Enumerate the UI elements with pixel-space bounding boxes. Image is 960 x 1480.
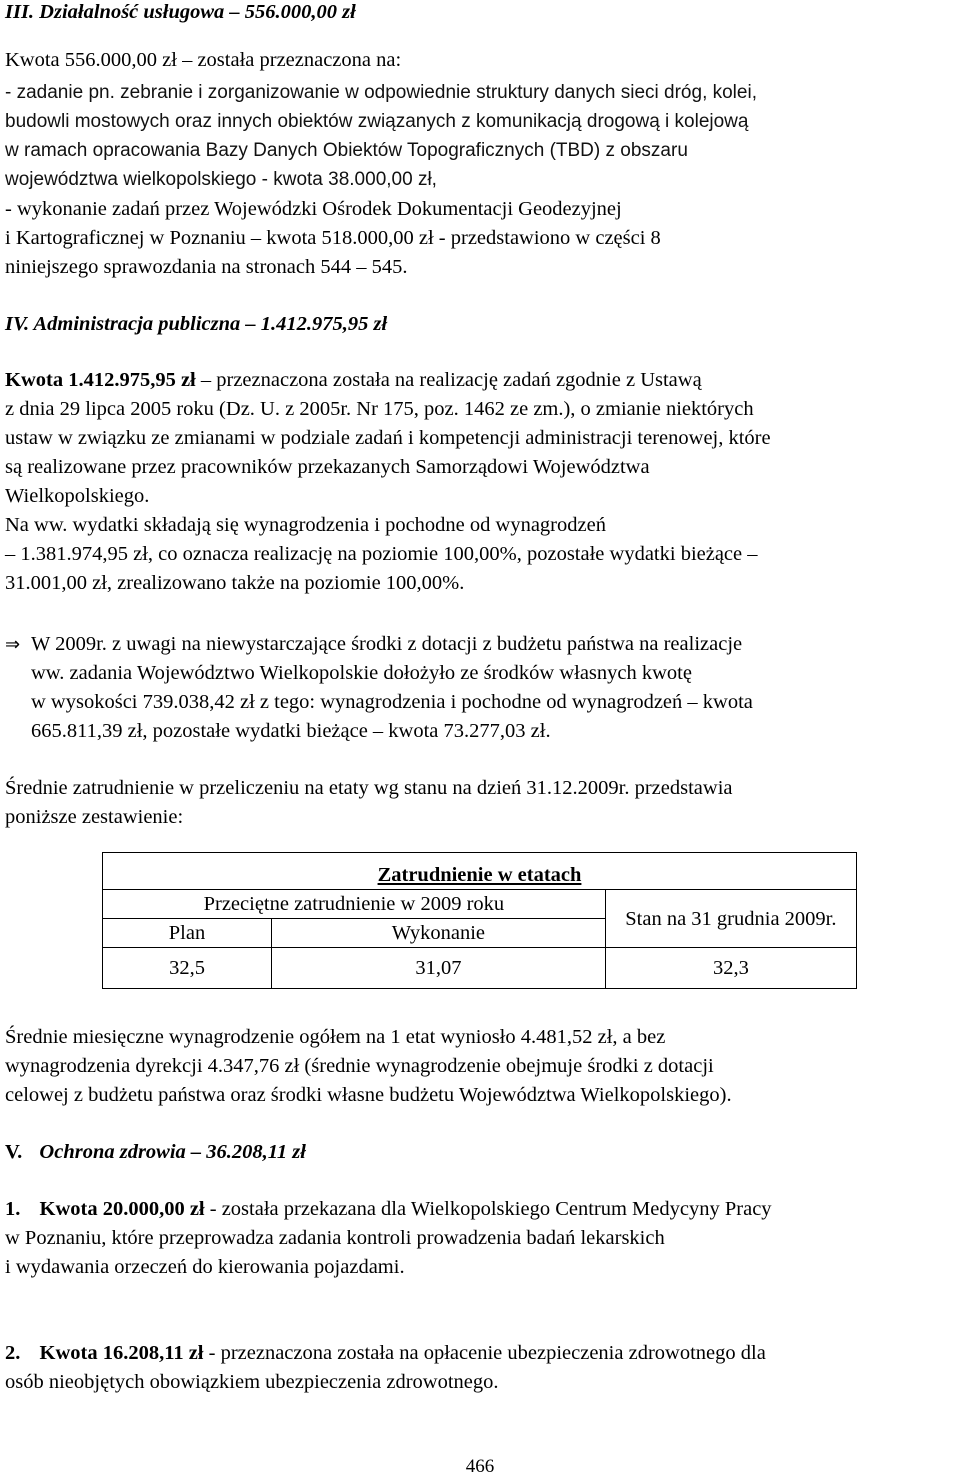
s5-item-1-line-2: w Poznaniu, które przeprowadza zadania kontroli prowadzenia badań lekarskich bbox=[5, 1227, 665, 1249]
table-plan-header: Plan bbox=[103, 919, 272, 948]
s3-line-3: budowli mostowych oraz innych obiektów związanych z komunikacją drogową i kolejową bbox=[5, 111, 749, 132]
table-state-header: Stan na 31 grudnia 2009r. bbox=[605, 890, 856, 948]
s5-item-1-line-3: i wydawania orzeczeń do kierowania pojazdami. bbox=[5, 1256, 405, 1278]
section-3-heading: III. Działalność usługowa – 556.000,00 zł bbox=[5, 1, 356, 23]
s5-item-2-amount: Kwota 16.208,11 zł bbox=[39, 1342, 204, 1364]
s5-item-2-line-1 bbox=[5, 1341, 766, 1365]
s3-line-8: niniejszego sprawozdania na stronach 544 – 545. bbox=[5, 256, 408, 278]
employment-table bbox=[102, 852, 857, 989]
section-5-title: Ochrona zdrowia – 36.208,11 zł bbox=[39, 1141, 306, 1163]
section-4-heading: IV. Administracja publiczna – 1.412.975,95 zł bbox=[5, 313, 388, 335]
s4-line-1-rest: – przeznaczona została na realizację zadań zgodnie z Ustawą bbox=[200, 369, 702, 391]
s3-line-5: województwa wielkopolskiego - kwota 38.000,00 zł, bbox=[5, 169, 437, 190]
s5-item-2-line-2: osób nieobjętych obowiązkiem ubezpieczenia zdrowotnego. bbox=[5, 1371, 499, 1393]
s4-arrow-text-1: W 2009r. z uwagi na niewystarczające środki z dotacji z budżetu państwa na realizacje bbox=[31, 633, 743, 655]
s4-arrow-line-2: ww. zadania Województwo Wielkopolskie dołożyło ze środków własnych kwotę bbox=[31, 662, 692, 684]
s4-line-1 bbox=[5, 368, 702, 392]
s4-wage-line-3: celowej z budżetu państwa oraz środki własne budżetu Województwa Wielkopolskiego). bbox=[5, 1084, 732, 1106]
table-state-value: 32,3 bbox=[605, 948, 856, 989]
s5-item-1-rest: - została przekazana dla Wielkopolskiego Centrum Medycyny Pracy bbox=[209, 1198, 772, 1220]
double-arrow-right-icon: ⇒ bbox=[5, 634, 21, 655]
s5-item-2-rest: - przeznaczona została na opłacenie ubezpieczenia zdrowotnego dla bbox=[208, 1342, 766, 1364]
table-plan-value: 32,5 bbox=[103, 948, 272, 989]
s3-line-2: - zadanie pn. zebranie i zorganizowanie w odpowiednie struktury danych sieci dróg, kolei, bbox=[5, 82, 757, 103]
s4-line-6: Na ww. wydatki składają się wynagrodzenia i pochodne od wynagrodzeń bbox=[5, 514, 606, 536]
s4-employment-line-1: Średnie zatrudnienie w przeliczeniu na etaty wg stanu na dzień 31.12.2009r. przedstawia bbox=[5, 777, 733, 799]
s3-line-6: - wykonanie zadań przez Wojewódzki Ośrodek Dokumentacji Geodezyjnej bbox=[5, 198, 622, 220]
s5-item-1-amount: Kwota 20.000,00 zł bbox=[39, 1198, 205, 1220]
table-title: Zatrudnienie w etatach bbox=[103, 853, 857, 890]
s4-arrow-line-1 bbox=[5, 632, 742, 657]
section-5-heading bbox=[5, 1140, 306, 1164]
s4-line-7: – 1.381.974,95 zł, co oznacza realizację na poziomie 100,00%, pozostałe wydatki bieżące – bbox=[5, 543, 758, 565]
s5-item-2-number: 2. bbox=[5, 1342, 21, 1364]
s3-line-4: w ramach opracowania Bazy Danych Obiektów Topograficznych (TBD) z obszaru bbox=[5, 140, 688, 161]
s4-line-3: ustaw w związku ze zmianami w podziale zadań i kompetencji administracji terenowej, które bbox=[5, 427, 771, 449]
s3-line-1: Kwota 556.000,00 zł – została przeznaczona na: bbox=[5, 49, 402, 71]
s4-arrow-line-4: 665.811,39 zł, pozostałe wydatki bieżące – kwota 73.277,03 zł. bbox=[31, 720, 551, 742]
table-exec-value: 31,07 bbox=[272, 948, 606, 989]
table-exec-header: Wykonanie bbox=[272, 919, 606, 948]
s4-line-5: Wielkopolskiego. bbox=[5, 485, 150, 507]
s5-item-1-line-1 bbox=[5, 1197, 772, 1221]
s3-line-7: i Kartograficznej w Poznaniu – kwota 518.000,00 zł - przedstawiono w części 8 bbox=[5, 227, 661, 249]
s4-arrow-line-3: w wysokości 739.038,42 zł z tego: wynagrodzenia i pochodne od wynagrodzeń – kwota bbox=[31, 691, 753, 713]
s4-line-8: 31.001,00 zł, zrealizowano także na poziomie 100,00%. bbox=[5, 572, 465, 594]
s4-amount: Kwota 1.412.975,95 zł bbox=[5, 369, 196, 391]
s4-employment-line-2: poniższe zestawienie: bbox=[5, 806, 184, 828]
s5-item-1-number: 1. bbox=[5, 1198, 21, 1220]
table-avg-header: Przeciętne zatrudnienie w 2009 roku bbox=[103, 890, 606, 919]
s4-line-2: z dnia 29 lipca 2005 roku (Dz. U. z 2005r. Nr 175, poz. 1462 ze zm.), o zmianie niektórych bbox=[5, 398, 754, 420]
s4-line-4: są realizowane przez pracowników przekazanych Samorządowi Województwa bbox=[5, 456, 650, 478]
s4-wage-line-2: wynagrodzenia dyrekcji 4.347,76 zł (średnie wynagrodzenie obejmuje środki z dotacji bbox=[5, 1055, 714, 1077]
section-5-number: V. bbox=[5, 1141, 23, 1163]
s4-wage-line-1: Średnie miesięczne wynagrodzenie ogółem na 1 etat wyniosło 4.481,52 zł, a bez bbox=[5, 1026, 666, 1048]
page-number: 466 bbox=[465, 1456, 495, 1477]
